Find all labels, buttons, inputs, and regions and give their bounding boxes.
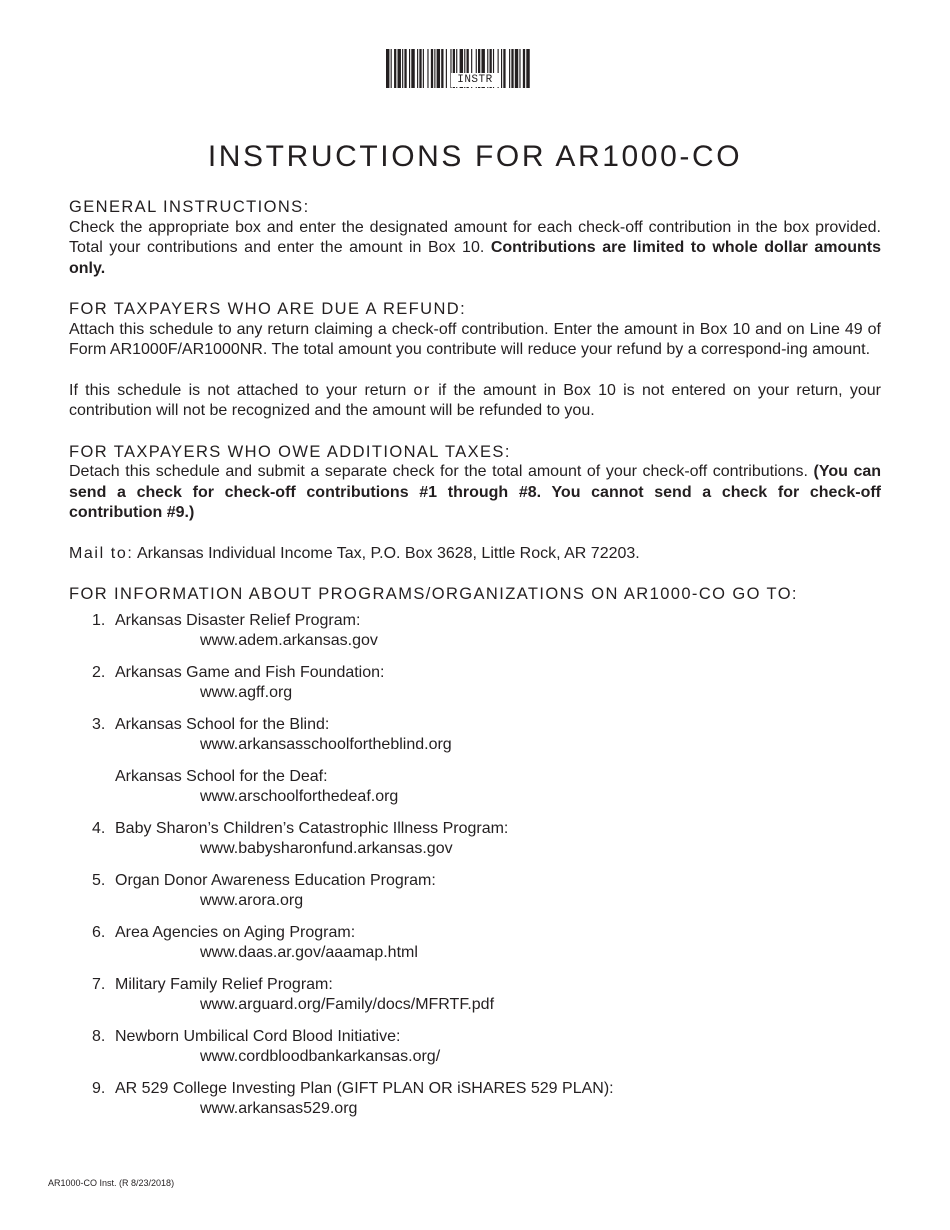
program-item [92, 975, 881, 1016]
program-item [92, 1079, 881, 1120]
program-url-link[interactable]: www.agff.org [200, 684, 293, 701]
barcode-bar [419, 49, 421, 88]
barcode-bar [391, 49, 392, 88]
program-item [92, 819, 881, 860]
program-item [92, 871, 881, 912]
barcode-bar [441, 49, 443, 88]
program-item [92, 715, 881, 756]
barcode-bar [423, 49, 424, 88]
program-item [92, 923, 881, 964]
program-url-link[interactable]: www.daas.ar.gov/aaamap.html [200, 944, 418, 961]
program-item [92, 1027, 881, 1068]
program-number: 7. [92, 975, 106, 993]
program-number: 1. [92, 611, 106, 629]
program-url-link[interactable]: www.babysharonfund.arkansas.gov [200, 840, 453, 857]
barcode-bar [409, 49, 410, 88]
general-text: Check the appropriate box and enter the designated amount for each check-off contribution in the box provided. Total your contributions and enter the amount in Box 10. [69, 218, 881, 256]
program-name: Newborn Umbilical Cord Blood Initiative: [115, 1027, 401, 1045]
program-url-link[interactable]: www.cordbloodbankarkansas.org/ [200, 1048, 441, 1065]
barcode-bar [398, 49, 401, 88]
barcode-bar [511, 49, 513, 88]
owe-heading: FOR TAXPAYERS WHO OWE ADDITIONAL TAXES: [69, 442, 511, 461]
program-name: Area Agencies on Aging Program: [115, 923, 356, 941]
program-url-link[interactable]: www.arora.org [200, 892, 304, 909]
refund-text-or: or [413, 381, 431, 399]
barcode-bar [431, 49, 433, 88]
owe-bold-text: (You can send a check for check-off contributions #1 through #8. You cannot send a check for check-off contribution #9.) [69, 463, 882, 521]
barcode-bar [501, 49, 502, 88]
program-name: Baby Sharon’s Children’s Catastrophic Illness Program: [115, 819, 509, 837]
barcode-bar [519, 49, 520, 88]
barcode-bar [417, 49, 418, 88]
barcode-bar [526, 49, 529, 88]
barcode-bar [523, 49, 525, 88]
program-number: 9. [92, 1079, 106, 1097]
instructions-body [69, 197, 881, 1131]
program-number: 6. [92, 923, 106, 941]
program-name: Organ Donor Awareness Education Program: [115, 871, 436, 889]
form-revision: AR1000-CO Inst. (R 8/23/2018) [48, 1178, 175, 1188]
barcode-bar [509, 49, 510, 88]
barcode-bar [386, 49, 389, 88]
program-name: Arkansas Disaster Relief Program: [115, 611, 361, 629]
mail-to-label: Mail to: [69, 544, 134, 562]
barcode-bar [515, 49, 518, 88]
general-instructions-text [69, 218, 881, 280]
program-list [69, 611, 881, 1120]
refund-text-1: Attach this schedule to any return claiming a check-off contribution. Enter the amount in Box 10 and on Line 49 of Form AR1000F/AR1000NR. The total amount you contribute will reduce your refund by a correspond-ing amount. [69, 320, 881, 358]
barcode-bar [446, 49, 447, 88]
program-name: Arkansas School for the Blind: [115, 715, 330, 733]
refund-heading: FOR TAXPAYERS WHO ARE DUE A REFUND: [69, 300, 467, 318]
program-url-link[interactable]: www.arkansas529.org [200, 1100, 358, 1117]
owe-plain-text: Detach this schedule and submit a separate check for the total amount of your check-off contributions. [69, 463, 808, 480]
mail-to [69, 544, 881, 565]
program-number: 5. [92, 871, 106, 889]
barcode-bar [411, 49, 414, 88]
program-name: Military Family Relief Program: [115, 975, 333, 993]
program-number: 4. [92, 819, 106, 837]
barcode-bar [402, 49, 403, 88]
program-url-link[interactable]: www.arguard.org/Family/docs/MFRTF.pdf [200, 996, 495, 1013]
barcode [385, 49, 565, 88]
program-url-link[interactable]: www.adem.arkansas.gov [200, 632, 378, 649]
barcode-bar [394, 49, 396, 88]
general-bold-text: Contributions are limited to whole dollar amounts only. [69, 239, 882, 277]
barcode-bar [427, 49, 428, 88]
refund-text-2 [69, 381, 881, 422]
page-title: INSTRUCTIONS FOR AR1000-CO [207, 140, 743, 173]
barcode-label: INSTR [451, 73, 499, 87]
barcode-bar [404, 49, 406, 88]
barcode-bar [503, 49, 505, 88]
refund-text-2a: If this schedule is not attached to your return [69, 381, 407, 399]
program-number: 3. [92, 715, 106, 733]
refund-text-2b: if the amount in Box 10 is not entered on your return, your contribution will not be recognized and the amount will be refunded to you. [69, 381, 881, 419]
program-number: 8. [92, 1027, 106, 1045]
program-number: 2. [92, 663, 106, 681]
general-instructions-heading: GENERAL INSTRUCTIONS: [69, 198, 310, 216]
owe-text [69, 462, 881, 524]
info-heading: FOR INFORMATION ABOUT PROGRAMS/ORGANIZATIONS ON AR1000-CO GO TO: [69, 585, 798, 603]
barcode-bar [434, 49, 435, 88]
program-name: Arkansas School for the Deaf: [115, 767, 328, 785]
program-url-link[interactable]: www.arschoolforthedeaf.org [200, 788, 399, 805]
mail-to-address: Arkansas Individual Income Tax, P.O. Box 3628, Little Rock, AR 72203. [136, 544, 640, 562]
program-item [92, 611, 881, 652]
barcode-bar [437, 49, 440, 88]
program-name: Arkansas Game and Fish Foundation: [115, 663, 385, 681]
program-item [92, 767, 881, 808]
program-item [92, 663, 881, 704]
program-name: AR 529 College Investing Plan (GIFT PLAN OR iSHARES 529 PLAN): [115, 1079, 614, 1097]
program-url-link[interactable]: www.arkansasschoolfortheblind.org [200, 736, 452, 753]
